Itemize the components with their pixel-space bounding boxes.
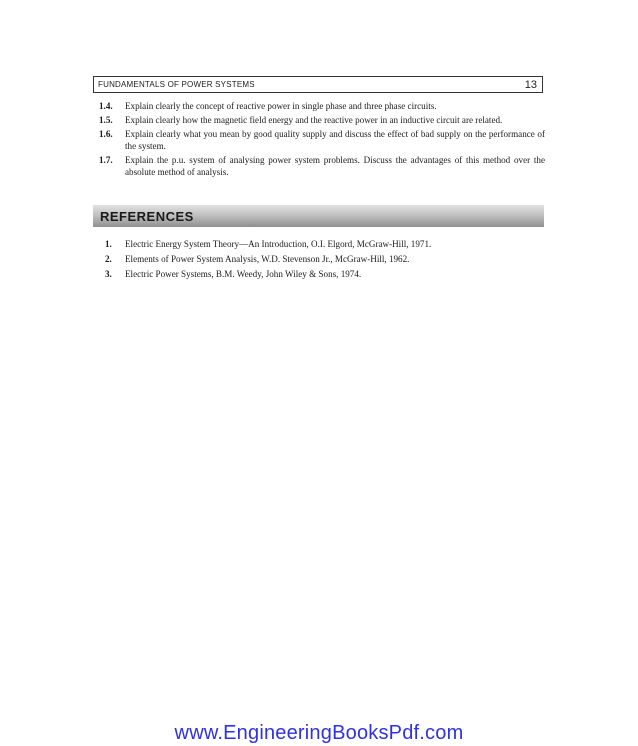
reference-number: 3. [105, 269, 112, 279]
question-number: 1.4. [99, 101, 113, 111]
question-item [99, 154, 545, 178]
reference-text: Electric Power Systems, B.M. Weedy, John Wiley & Sons, 1974. [125, 269, 362, 279]
question-text: Explain clearly how the magnetic field energy and the reactive power in an inductive circuit are related. [125, 115, 503, 125]
question-number: 1.6. [99, 129, 113, 139]
question-number: 1.7. [99, 155, 113, 165]
references-heading-bar [93, 205, 544, 227]
question-text: Explain the p.u. system of analysing power system problems. Discuss the advantages of this method over the absolute method of analysis. [125, 155, 545, 177]
page-number: 13 [524, 78, 537, 91]
website-link[interactable]: www.EngineeringBooksPdf.com [174, 722, 464, 744]
reference-number: 1. [105, 239, 112, 249]
reference-number: 2. [105, 254, 112, 264]
question-number: 1.5. [99, 115, 113, 125]
chapter-title: FUNDAMENTALS OF POWER SYSTEMS [98, 80, 255, 89]
references-heading: REFERENCES [100, 208, 194, 224]
reference-item [105, 238, 535, 251]
question-text: Explain clearly what you mean by good quality supply and discuss the effect of bad supply on the performance of the system. [125, 129, 545, 151]
reference-item [105, 268, 535, 281]
question-text: Explain clearly the concept of reactive power in single phase and three phase circuits. [125, 101, 437, 111]
running-header [93, 76, 543, 93]
reference-item [105, 253, 535, 266]
reference-text: Electric Energy System Theory—An Introduction, O.I. Elgord, McGraw-Hill, 1971. [125, 239, 432, 249]
question-item [99, 128, 545, 152]
question-item [99, 100, 545, 112]
question-list [99, 100, 545, 180]
reference-text: Elements of Power System Analysis, W.D. Stevenson Jr., McGraw-Hill, 1962. [125, 254, 410, 264]
reference-list [105, 238, 535, 283]
question-item [99, 114, 545, 126]
